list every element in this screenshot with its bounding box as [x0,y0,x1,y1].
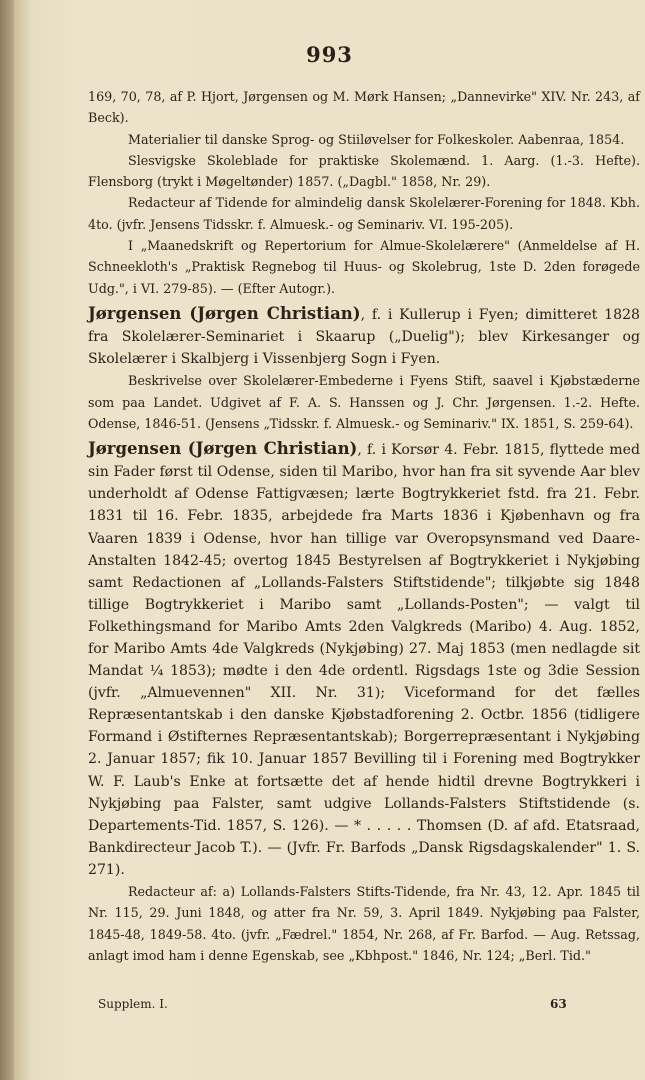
paragraph-redacteur-tidende: Redacteur af Tidende for almindelig dansk Skolelærer-Forening for 1848. Kbh. 4to. (jvfr. Jensens Tidsskr. f. Almuesk.- og Seminariv. VI. 195-205). [88,195,640,232]
sheet-number: 63 [550,997,567,1011]
page-number: 993 [306,42,353,67]
entry-name: Jørgensen (Jørgen Christian) [88,439,358,459]
book-page [14,0,645,1080]
signature-mark: Supplem. I. [98,997,168,1011]
entry-jorgensen-kullerup [88,303,640,370]
entry-jorgensen-korsor [88,438,640,881]
page-text [88,86,640,966]
paragraph-maanedskrift: I „Maanedskrift og Repertorium for Almue-Skolelærere" (Anmeldelse af H. Schneekloth's „Praktisk Regnebog til Huus- og Skolebrug, 1ste D. 2den forøgede Udg.", i VI. 279-85). — (Efter Autogr.). [88,238,640,296]
book-spine-shadow [0,0,14,1080]
paragraph-materialier: Materialier til danske Sprog- og Stiiløvelser for Folkeskoler. Aabenraa, 1854. [128,131,625,147]
paragraph-redacteur-af: Redacteur af: a) Lollands-Falsters Stifts-Tidende, fra Nr. 43, 12. Apr. 1845 til Nr. 115, 29. Juni 1848, og atter fra Nr. 59, 3. April 1849. Nykjøbing paa Falster, 1845-48, 1849-58. 4to. (jvfr. „Fædrel." 1854, Nr. 268, af Fr. Barfod. — Aug. Retssag, anlagt imod ham i denne Egenskab, see „Kbhpost." 1846, Nr. 124; „Berl. Tid." [88,884,640,963]
entry-text: , f. i Kullerup i Fyen; dimitteret 1828 fra Skolelærer-Seminariet i Skaarup („Duelig"); blev Kirkesanger og Skolelærer i Skalbjerg i Vissenbjerg Sogn i Fyen. [88,306,640,368]
entry-name: Jørgensen (Jørgen Christian) [88,303,361,323]
paragraph-skoleblade: Slesvigske Skoleblade for praktiske Skolemænd. 1. Aarg. (1.-3. Hefte). Flensborg (trykt i Møgeltønder) 1857. („Dagbl." 1858, Nr. 29). [88,152,640,190]
entry-text: , f. i Korsør 4. Febr. 1815, flyttede med sin Fader først til Odense, siden til Maribo, hvor han fra sit syvende Aar blev underholdt af Odense Fattigvæsen; lærte Bogtrykkeriet fstd. fra 21. Febr. 1831 til 16. Febr. 1835, arbejdede fra Marts 1836 i Kjøbenhavn og fra Vaaren 1839 i Odense, hvor han tillige var Overopsynsmand ved Daare-Anstalten 1842-45; overtog 1845 Bestyrelsen af Bogtrykkeriet i Nykjøbing samt Redactionen af „Lollands-Falsters Stiftstidende"; tilkjøbte sig 1848 tillige Bogtrykkeriet i Maribo samt „Lollands-Posten"; — valgt til Folkethingsmand for Maribo Amts 2den Valgkreds (Maribo) 4. Aug. 1852, for Maribo Amts 4de Valgkreds (Nykjøbing) 27. Maj 1853 (men nedlagde sit Mandat ¼ 1853); mødte i den 4de ordentl. Rigsdags 1ste og 3die Session (jvfr. „Almuevennen" XII. Nr. 31); Viceformand for det fælles Repræsentantskab i den danske Kjøbstadforening 2. Octbr. 1856 (tidligere Formand i Østifternes Repræsentantskab); Borgerrepræsentant i Nykjøbing 2. Januar 1857; fik 10. Januar 1857 Bevilling til i Forening med Bogtrykker W. F. Laub's Enke at fortsætte det af hende hidtil drevne Bogtrykkeri i Nykjøbing paa Falster, samt udgive Lollands-Falsters Stiftstidende (s. Departements-Tid. 1857, S. 126). — * . . . . . Thomsen (D. af afd. Etatsraad, Bankdirecteur Jacob T.). — (Jvfr. Fr. Barfods „Dansk Rigsdagskalender" 1. S. 271). [88,442,640,878]
paragraph-beskrivelse: Beskrivelse over Skolelærer-Embederne i Fyens Stift, saavel i Kjøbstæderne som paa Landet. Udgivet af F. A. S. Hanssen og J. Chr. Jørgensen. 1.-2. Hefte. Odense, 1846-51. (Jensens „Tidsskr. f. Almuesk.- og Seminariv." IX. 1851, S. 259-64). [88,373,640,431]
paragraph-continuation: 169, 70, 78, af P. Hjort, Jørgensen og M. Mørk Hansen; „Dannevirke" XIV. Nr. 243, af Beck). [88,89,640,126]
